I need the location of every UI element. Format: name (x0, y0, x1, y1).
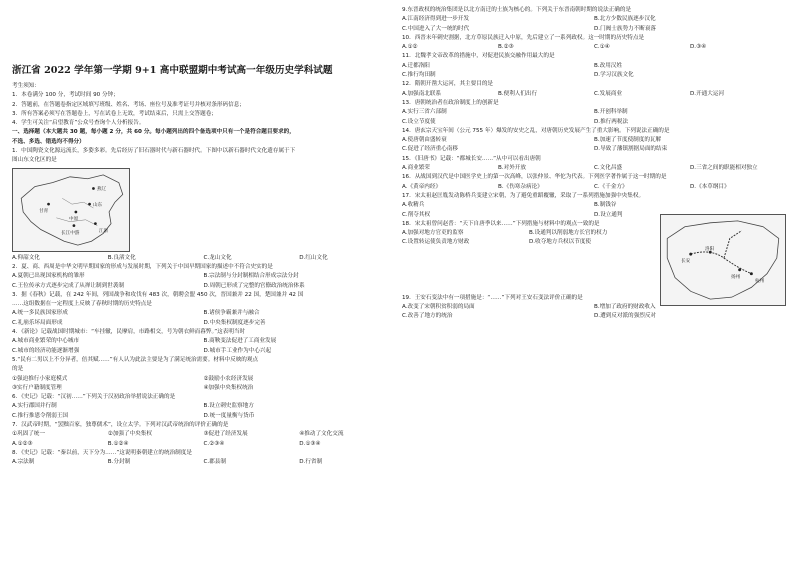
option: C.龙山文化 (203, 254, 232, 261)
option: A.实行郡国并行制 (12, 403, 57, 410)
option: ③实行户籍制度管理 (12, 384, 62, 391)
option: A.改变了宋朝积贫积弱的局面 (402, 304, 475, 311)
option: A.商业繁荣 (402, 165, 430, 172)
question-stem: 的是 (12, 366, 24, 373)
option-row (12, 430, 395, 439)
map-label: 江浙 (99, 228, 109, 234)
option: A.城市商业繁荣的中心城市 (12, 338, 80, 345)
option: B.对外开放 (498, 165, 526, 172)
option-row (12, 402, 395, 411)
option: D.设立通判 (594, 211, 623, 218)
option-row (402, 15, 786, 24)
option-row (12, 458, 395, 467)
question-18 (402, 220, 786, 294)
notice-heading: 考生须知： (12, 83, 40, 89)
option-row (402, 136, 786, 145)
option-row (402, 312, 786, 321)
question-16 (402, 173, 786, 192)
map-label: 长安 (681, 258, 691, 264)
canal-route-map (661, 215, 785, 305)
option: ④推动了文化交流 (299, 431, 344, 438)
option-row (12, 412, 395, 421)
question-8 (12, 449, 395, 468)
option: B.改用汉姓 (594, 62, 622, 69)
option: C.王位传承方式逐步完成了从禅让制到世袭制 (12, 282, 124, 289)
question-stem: 5.“民有二男以上不分异者，倍其赋……”有人认为此法主要是为了满足统治需要。材料中反映的观点 (12, 356, 259, 363)
option: D.城市手工业作为中心兴起 (203, 347, 272, 354)
question-12 (402, 80, 786, 99)
option-row (12, 375, 395, 384)
option: A.统一多民族国家形成 (12, 310, 68, 317)
question-stem: 3．据《春秋》记载，在 242 年间，列国战争和攻伐有 483 次，朝聘会盟 450 次，晋国兼并 22 国，楚国兼并 42 国 (12, 291, 304, 298)
question-15 (402, 155, 786, 174)
option-row (12, 337, 395, 346)
question-stem: 16．从战国到汉代是中国医学史上的第一次高峰，以张仲景、华佗为代表。下列医学著作属于这一时期的是 (402, 174, 667, 181)
option-row (402, 164, 786, 173)
option: ②鼓励小农经济发展 (203, 375, 254, 382)
option: D.导致了藩镇割据局面的结束 (594, 146, 668, 153)
option: D.统一度量衡与货币 (203, 412, 255, 419)
question-5 (12, 356, 395, 393)
option: C.《千金方》 (594, 183, 628, 190)
option: D.中央集权制度逐步完善 (203, 319, 266, 326)
notice-item: 1．本卷满分 100 分，考试时间 90 分钟； (12, 92, 119, 99)
option-row (402, 71, 786, 80)
option: A.使唐朝由盛转衰 (402, 137, 447, 144)
option: D.红山文化 (299, 254, 328, 261)
option: ③促进了经济发展 (203, 431, 248, 438)
option-row (12, 319, 395, 328)
question-3 (12, 291, 395, 328)
option-row (402, 108, 786, 117)
option: B.增加了政府的财政收入 (594, 304, 656, 311)
option: A.①② (402, 44, 418, 51)
neolithic-culture-map (12, 168, 130, 252)
option: D.三省之间的职能相对独立 (690, 165, 758, 172)
option: A.实行三省六部制 (402, 109, 447, 116)
question-stem: 1．中国陶瓷文化源远流长，多姿多彩。先后经历了旧石器时代与新石器时代。下图中以新石器时代文化遗存属于下 (12, 148, 296, 155)
option: D.行省制 (299, 459, 323, 466)
option: B.设通判以削弱地方长官的权力 (529, 230, 608, 237)
question-stem: 11．北魏孝文帝改革的措施中，对促进民族交融作用最大的是 (402, 53, 555, 60)
question-stem: 13．唐朝统治者在政治制度上的创新是 (402, 99, 499, 106)
option: ④加强中央集权统治 (203, 384, 254, 391)
option: B.分封制 (107, 459, 131, 466)
option: A.加强对地方官吏的监察 (402, 230, 464, 237)
exam-title: 浙江省 2022 学年第一学期 9+1 高中联盟期中考试高一年级历史学科试题 (12, 65, 333, 76)
option: A.江南经济得到进一步开发 (402, 16, 470, 23)
map-label: 长江中游 (61, 230, 80, 236)
china-outline-map (13, 169, 129, 251)
option: D.学习汉族文化 (594, 72, 634, 79)
question-stem: 17．宋太祖赵匡胤发动陈桥兵变建立宋朝，为了避免重蹈覆辙，采取了一系列措施加强中央集权。 (402, 192, 645, 199)
option: B.设立刺史监察地方 (203, 403, 254, 410)
option: B.商鞅变法促进了工商业发展 (203, 338, 277, 345)
option: C.②③④ (203, 440, 225, 447)
question-stem: 14．唐玄宗天宝年间（公元 755 年）爆发的安史之乱，对唐朝历史发展产生了重大影响。下列说法正确的是 (402, 127, 670, 134)
option: D.门阀士族势力不断衰落 (594, 25, 657, 32)
notice-item: 4．学生可关注“启望教育”公众号查询个人分析报告。 (12, 120, 145, 127)
option: A.迁都洛阳 (402, 62, 430, 69)
question-13 (402, 99, 786, 127)
question-stem: 7．汉武帝时期，“罢黜百家，独尊儒术”，设立太学。下列对汉武帝统治的评价正确的是 (12, 422, 229, 429)
option: C.改善了地方的统治 (402, 313, 453, 320)
option-row (12, 282, 395, 291)
option-row (402, 145, 786, 154)
option: C.①④ (594, 44, 610, 51)
option: D.开通大运河 (690, 90, 725, 97)
option: ①巩固了统一 (12, 431, 45, 438)
map-label: 山东 (93, 202, 103, 208)
map-label: 燕辽 (97, 186, 107, 192)
option-row (12, 254, 395, 263)
right-column (402, 6, 786, 562)
map-label: 中原 (69, 216, 79, 222)
option: B.诸侯争霸兼并与融合 (203, 310, 260, 317)
option: D.收夺地方兵权以节度使 (529, 239, 592, 246)
section-heading: 一、选择题（本大题共 30 题，每小题 2 分，共 60 分。每小题列出的四个备选项中只有一个是符合题目要求的， (12, 129, 295, 136)
question-stem: 12．隋朝开凿大运河，其主要目的是 (402, 81, 494, 88)
option: B.②③ (498, 44, 514, 51)
question-1 (12, 147, 395, 263)
option: D.《本草纲目》 (690, 183, 730, 190)
question-stem: ……这组数据在一定程度上反映了春秋时期的历史特点是 (12, 301, 152, 308)
question-9 (402, 6, 786, 34)
question-stem: 2．夏、商、西周是中华文明早期国家的形成与发展时期，下列关于中国早期国家的描述中不符合史实的是 (12, 263, 273, 270)
notice-item: 3．所有答案必须写在答题卷上，写在试卷上无效，考试结束后，只需上交答题卷； (12, 110, 217, 117)
option: C.推行均田制 (402, 72, 436, 79)
option: B.①②④ (107, 440, 129, 447)
option: A.①②③ (12, 440, 33, 447)
option: C.城市的经济功能逐渐增强 (12, 347, 80, 354)
map-label: 扬州 (731, 274, 741, 280)
option: ②加强了中央集权 (107, 431, 152, 438)
option-row (402, 201, 786, 210)
option: A.仰韶文化 (12, 254, 40, 261)
option: C.促进了经济重心南移 (402, 146, 459, 153)
question-stem: 10．西晋末年刺史割据，北方草原民族迁入中原，先后建立了一系列政权。这一时期的历史特点是 (402, 34, 645, 41)
question-stem: 19．王安石变法中有一项措施是：“……”下列对王安石变法评价正确的是 (402, 294, 583, 301)
option: B.加速了节度使制度的瓦解 (594, 137, 662, 144)
option: B.开创科举制 (594, 109, 628, 116)
question-stem: 15．《旧唐书》记载：“都城长安……”从中可以看出唐朝 (402, 155, 541, 162)
notice-item: 2．答题前，在答题卷指定区域填写班级、姓名、考场、座位号及准考证号并核对条形码信息； (12, 101, 245, 108)
question-10 (402, 34, 786, 53)
option: A.夏朝已出现国家机构的雏形 (12, 273, 85, 280)
section-heading-cont: 不选、多选、错选均不得分） (12, 138, 85, 145)
option: A.收精兵 (402, 202, 425, 209)
option-row (402, 229, 656, 238)
option: C.礼崩乐坏局面形成 (12, 319, 63, 326)
option: D.周朝已形成了完整的官僚政治统治体系 (203, 282, 305, 289)
left-column (12, 6, 395, 562)
option-row (12, 440, 395, 449)
option-row (402, 43, 786, 52)
question-stem: 图山东文化区的是 (12, 157, 57, 164)
question-stem: 8．《史记》记载：“秦以前，天下分为……”这说明秦朝建立的统治制度是 (12, 449, 192, 456)
option: B.北方少数民族逐步汉化 (594, 16, 656, 23)
question-stem: 4．《新论》记载战国时期城市：“车挂辙，民摩肩，市路相交，号为朝衣鲜而暮弊。”这表明当时 (12, 329, 246, 336)
option: D.推行两税法 (594, 118, 629, 125)
option-row (402, 62, 786, 71)
option: A.加强南北联系 (402, 90, 442, 97)
option: C.发展商业 (594, 90, 623, 97)
option: C.文化昌盛 (594, 165, 623, 172)
option: D.③④ (690, 44, 707, 51)
option: C.削夺其权 (402, 211, 431, 218)
option: C.中国进入了大一统的时代 (402, 25, 470, 32)
option: C.设置转运使负责地方财政 (402, 239, 470, 246)
option: D.遭到反对派的强烈反对 (594, 313, 657, 320)
option-row (12, 309, 395, 318)
map-label: 甘青 (39, 208, 49, 214)
question-stem: 18．宋太祖曾问赵普：“天下自唐季以来……”下列措施与材料中的观点一致的是 (402, 220, 600, 227)
option-row (402, 183, 786, 192)
map-label: 洛阳 (705, 246, 715, 252)
option: B.宗法制与分封制相结合形成宗法分封 (203, 273, 299, 280)
option: ①强迫推行小家庭模式 (12, 375, 68, 382)
option: D.①③④ (299, 440, 321, 447)
question-4 (12, 328, 395, 356)
option-row (402, 118, 786, 127)
question-2 (12, 263, 395, 291)
question-14 (402, 127, 786, 155)
question-11 (402, 52, 786, 80)
grand-canal-map (660, 214, 786, 306)
option: A.宗法制 (12, 459, 35, 466)
question-7 (12, 421, 395, 449)
map-label: 杭州 (755, 278, 765, 284)
notice-section (12, 82, 395, 128)
option: B.制钱谷 (594, 202, 617, 209)
question-stem: 9.东晋政权的统治集团是以北方南迁的士族为核心的。下列关于东晋南朝时期的说法正确的是 (402, 7, 632, 13)
option: A.《黄帝内经》 (402, 183, 442, 190)
option-row (12, 272, 395, 281)
option-row (12, 347, 395, 356)
option: C.设立节度使 (402, 118, 436, 125)
option-row (402, 238, 656, 247)
option-row (12, 384, 395, 393)
option-row (402, 90, 786, 99)
option: C.郡县制 (203, 459, 226, 466)
option: B.便利人们出行 (498, 90, 538, 97)
question-6 (12, 393, 395, 421)
option: B.良渚文化 (107, 254, 136, 261)
option: B.《伤寒杂病论》 (498, 183, 543, 190)
question-stem: 6．《史记》记载：“汉初……”下列关于汉初政治举措说法正确的是 (12, 394, 176, 401)
option-row (402, 25, 786, 34)
option: C.推行推恩令削弱王国 (12, 412, 69, 419)
